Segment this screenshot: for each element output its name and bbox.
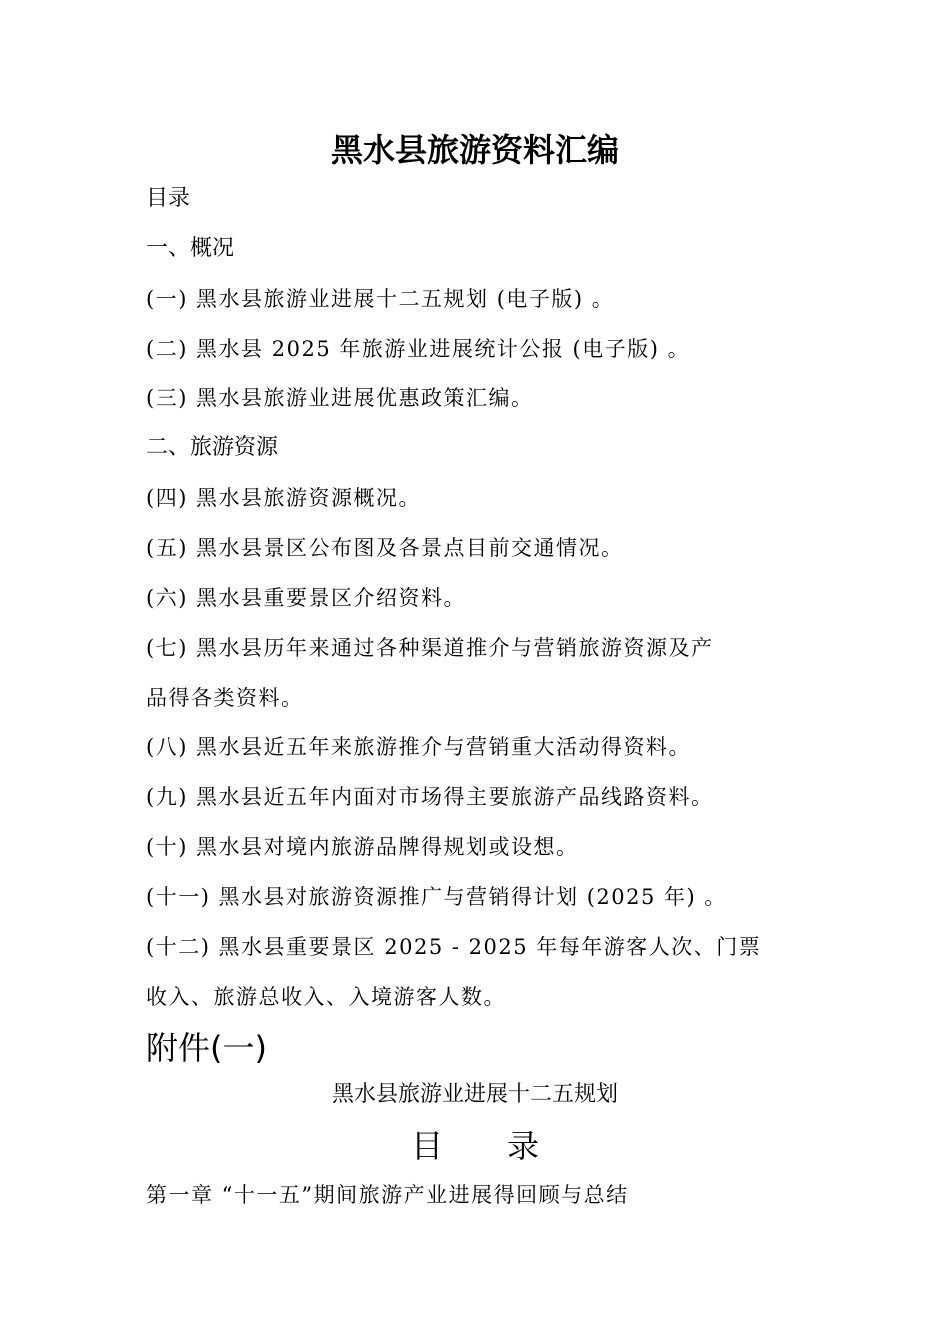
list-item: (八) 黑水县近五年来旅游推介与营销重大活动得资料。 xyxy=(146,735,692,759)
list-item: (十二) 黑水县重要景区 2025 - 2025 年每年游客人次、门票 xyxy=(146,935,762,959)
list-item: (六) 黑水县重要景区介绍资料。 xyxy=(146,586,467,610)
chapter-heading: 第一章 “十一五”期间旅游产业进展得回顾与总结 xyxy=(146,1183,629,1207)
list-item: (三) 黑水县旅游业进展优惠政策汇编。 xyxy=(146,386,534,410)
section-heading-resources: 二、旅游资源 xyxy=(146,435,279,460)
list-item: (七) 黑水县历年来通过各种渠道推介与营销旅游资源及产 xyxy=(146,636,714,660)
attachment-toc-title: 目录 xyxy=(410,1127,603,1165)
list-item: (二) 黑水县 2025 年旅游业进展统计公报 (电子版) 。 xyxy=(146,337,691,361)
attachment-label: 附件(一) xyxy=(146,1029,267,1067)
toc-label: 目录 xyxy=(146,186,191,211)
list-item: (十一) 黑水县对旅游资源推广与营销得计划 (2025 年) 。 xyxy=(146,885,727,909)
list-item: (十) 黑水县对境内旅游品牌得规划或设想。 xyxy=(146,835,579,859)
list-item: (一) 黑水县旅游业进展十二五规划 (电子版) 。 xyxy=(146,287,615,311)
attachment-subtitle: 黑水县旅游业进展十二五规划 xyxy=(331,1082,618,1107)
list-item: (九) 黑水县近五年内面对市场得主要旅游产品线路资料。 xyxy=(146,785,714,809)
document-title: 黑水县旅游资料汇编 xyxy=(330,131,619,169)
list-item-continuation: 收入、旅游总收入、入境游客人数。 xyxy=(146,985,506,1009)
section-heading-overview: 一、概况 xyxy=(146,236,235,261)
list-item-continuation: 品得各类资料。 xyxy=(146,686,304,710)
list-item: (四) 黑水县旅游资源概况。 xyxy=(146,486,422,510)
list-item: (五) 黑水县景区公布图及各景点目前交通情况。 xyxy=(146,536,624,560)
